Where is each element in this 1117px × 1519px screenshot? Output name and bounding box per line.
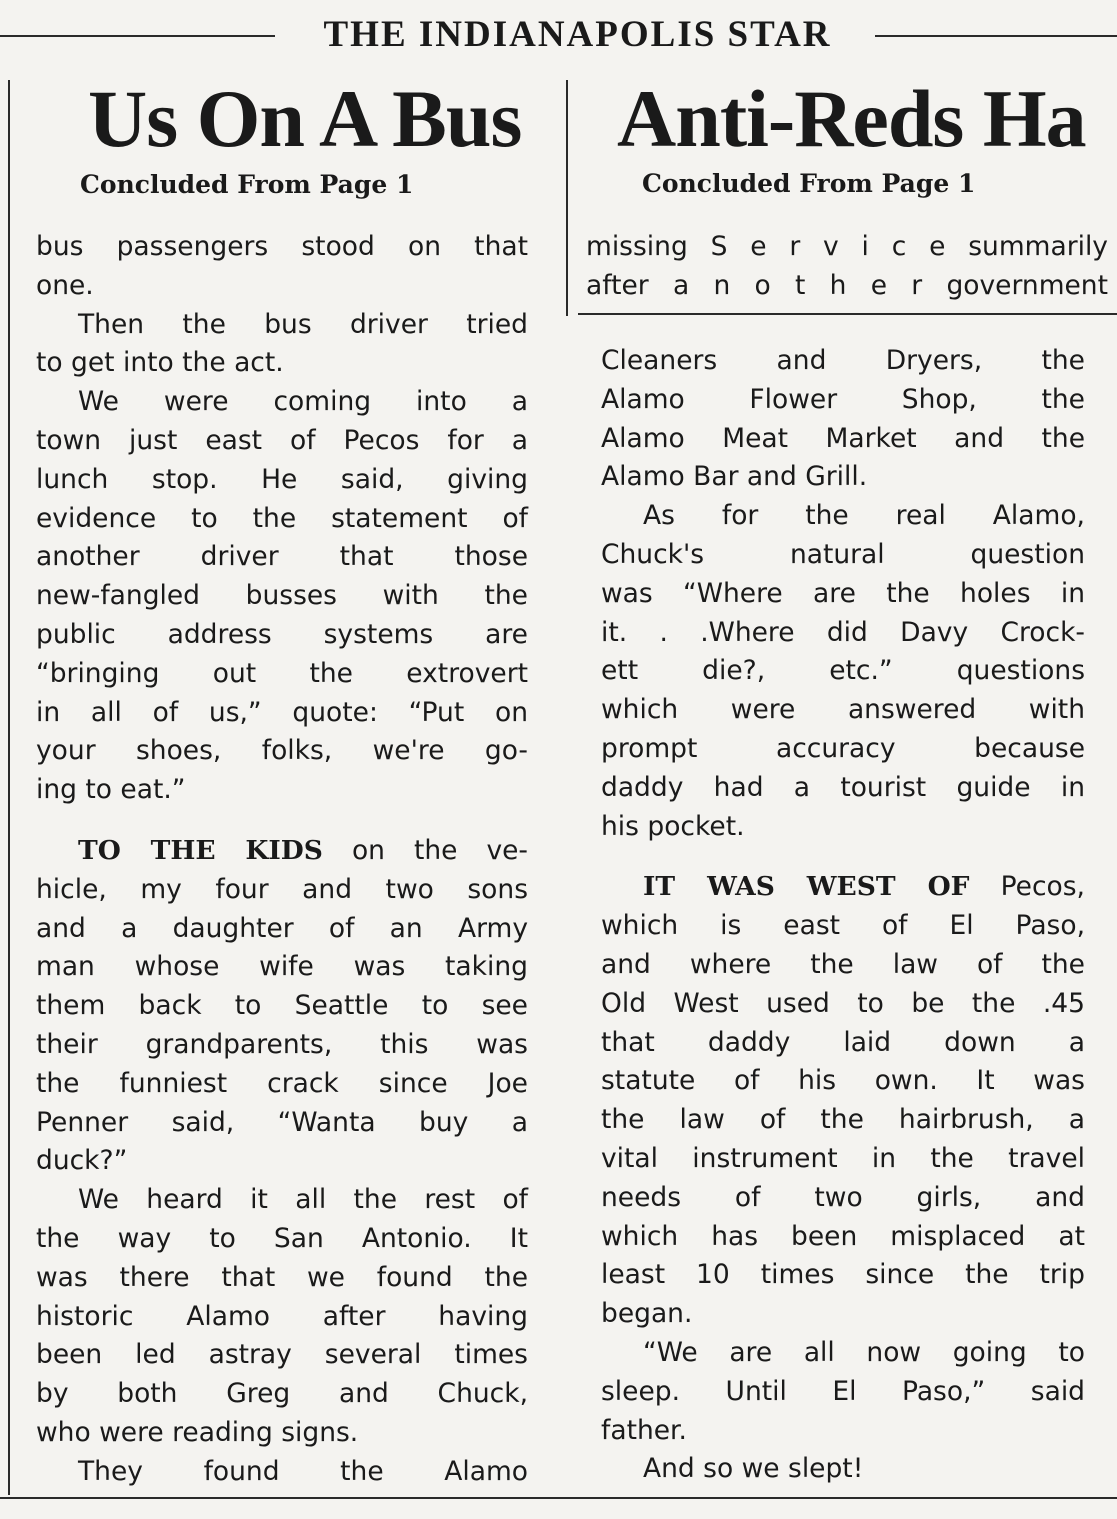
bottom-rule — [0, 1497, 1117, 1499]
column-divider-upper — [566, 80, 568, 316]
text-line — [586, 228, 1108, 267]
newspaper-name: THE INDIANAPOLIS STAR — [323, 14, 832, 55]
line-text: his pocket. — [601, 810, 745, 842]
line-text: father. — [601, 1414, 687, 1446]
line-text: least 10 times since the trip — [601, 1259, 1085, 1291]
line-text: vital instrument in the travel — [601, 1142, 1085, 1174]
text-line — [601, 691, 1085, 730]
line-text: your shoes, folks, we're go- — [36, 735, 528, 767]
text-line — [601, 946, 1085, 985]
line-text: to get into the act. — [36, 347, 284, 379]
text-line — [36, 422, 528, 461]
line-text: been led astray several times — [36, 1339, 528, 1371]
line-text: the law of the hairbrush, a — [601, 1104, 1085, 1136]
line-text: Old West used to be the .45 — [601, 987, 1085, 1019]
text-line — [36, 1375, 528, 1414]
line-text: “bringing out the extrovert — [36, 657, 528, 689]
text-line — [36, 910, 528, 949]
text-line — [601, 536, 1085, 575]
masthead-rule-left — [0, 35, 275, 37]
text-line — [36, 1220, 528, 1259]
text-line — [36, 228, 528, 267]
line-text: ing to eat.” — [36, 774, 186, 806]
line-text: which has been misplaced at — [601, 1220, 1085, 1252]
text-line — [601, 1062, 1085, 1101]
line-text: it. . .Where did Davy Crock- — [601, 616, 1085, 648]
line-text: Penner said, “Wanta buy a — [36, 1106, 528, 1138]
text-line — [601, 1218, 1085, 1257]
line-text: who were reading signs. — [36, 1416, 359, 1448]
paragraph-gap — [36, 810, 528, 832]
line-text: by both Greg and Chuck, — [36, 1378, 528, 1410]
line-text: on the ve- — [351, 834, 528, 866]
text-line — [601, 769, 1085, 808]
line-text: which were answered with — [601, 694, 1085, 726]
line-text: needs of two girls, and — [601, 1181, 1085, 1213]
text-line — [601, 1140, 1085, 1179]
line-text: We were coming into a — [78, 386, 528, 418]
text-line — [601, 575, 1085, 614]
text-line — [601, 1295, 1085, 1334]
line-text: daddy had a tourist guide in — [601, 771, 1085, 803]
line-text: Alamo Flower Shop, the — [601, 383, 1085, 415]
line-text: public address systems are — [36, 618, 528, 650]
text-line — [601, 1334, 1085, 1373]
line-text: missing S e r v i c e summarily — [586, 231, 1108, 262]
text-line — [36, 1026, 528, 1065]
line-text: Alamo Bar and Grill. — [601, 461, 868, 493]
line-text: man whose wife was taking — [36, 951, 528, 983]
line-text: another driver that those — [36, 541, 528, 573]
line-text: Alamo Meat Market and the — [601, 422, 1085, 454]
line-text: that daddy laid down a — [601, 1026, 1085, 1058]
text-line — [36, 500, 528, 539]
text-line — [36, 832, 528, 871]
line-text: Then the bus driver tried — [78, 308, 528, 340]
line-text: duck?” — [36, 1145, 128, 1177]
line-text: was “Where are the holes in — [601, 577, 1085, 609]
line-text: lunch stop. He said, giving — [36, 463, 528, 495]
text-line — [36, 871, 528, 910]
text-line — [601, 1024, 1085, 1063]
text-line — [601, 420, 1085, 459]
text-line — [36, 1142, 528, 1181]
line-text: them back to Seattle to see — [36, 990, 528, 1022]
text-line — [601, 1101, 1085, 1140]
line-text: their grandparents, this was — [36, 1028, 528, 1060]
left-concluded-line: Concluded From Page 1 — [80, 170, 414, 199]
line-text: was there that we found the — [36, 1261, 528, 1293]
text-line — [601, 652, 1085, 691]
text-line — [36, 732, 528, 771]
text-line — [36, 267, 528, 306]
line-text: one. — [36, 269, 94, 301]
line-text: which is east of El Paso, — [601, 910, 1085, 942]
text-line — [36, 538, 528, 577]
text-line — [36, 1414, 528, 1453]
line-text: “We are all now going to — [643, 1336, 1085, 1368]
jump-separator-rule — [578, 313, 1117, 315]
line-text: They found the Alamo — [78, 1455, 528, 1487]
line-text: bus passengers stood on that — [36, 231, 528, 262]
paragraph-gap — [601, 846, 1085, 868]
text-line — [601, 342, 1085, 381]
text-line — [36, 1181, 528, 1220]
text-line — [601, 1256, 1085, 1295]
text-line — [36, 771, 528, 810]
line-text: new-fangled busses with the — [36, 580, 528, 612]
text-line — [601, 730, 1085, 769]
text-line — [36, 1298, 528, 1337]
line-text: in all of us,” quote: “Put on — [36, 696, 528, 728]
text-line — [601, 1450, 1085, 1489]
line-text: ett die?, etc.” questions — [601, 655, 1085, 687]
right-concluded-line: Concluded From Page 1 — [642, 169, 976, 198]
right-story-jump-text — [586, 228, 1108, 306]
text-line — [601, 808, 1085, 847]
text-line — [601, 1373, 1085, 1412]
text-line — [36, 1065, 528, 1104]
line-text: Pecos, — [1000, 871, 1085, 903]
text-line — [36, 1259, 528, 1298]
text-line — [601, 907, 1085, 946]
line-text: prompt accuracy because — [601, 732, 1085, 764]
text-line — [36, 461, 528, 500]
text-line — [36, 344, 528, 383]
run-in-lead: IT WAS WEST OF — [643, 871, 970, 903]
left-headline: Us On A Bus — [88, 73, 522, 164]
line-text: As for the real Alamo, — [643, 500, 1085, 532]
line-text: We heard it all the rest of — [78, 1184, 528, 1216]
line-text: sleep. Until El Paso,” said — [601, 1375, 1085, 1407]
text-line — [601, 497, 1085, 536]
run-in-lead: TO THE KIDS — [78, 834, 323, 866]
right-story-body — [601, 342, 1085, 1489]
text-line — [601, 985, 1085, 1024]
text-line — [36, 577, 528, 616]
line-text: and a daughter of an Army — [36, 912, 528, 944]
text-line — [36, 306, 528, 345]
line-text: and where the law of the — [601, 948, 1085, 980]
line-text: after a n o t h e r government — [586, 269, 1108, 301]
left-border-rule — [8, 80, 10, 1495]
text-line — [36, 383, 528, 422]
line-text: Chuck's natural question — [601, 538, 1085, 570]
line-text: evidence to the statement of — [36, 502, 528, 534]
masthead-rule-right — [875, 35, 1117, 37]
text-line — [601, 458, 1085, 497]
text-line — [36, 1104, 528, 1143]
line-text: And so we slept! — [643, 1453, 864, 1485]
left-story-body — [36, 228, 528, 1492]
masthead — [0, 14, 1117, 56]
text-line — [36, 655, 528, 694]
right-headline: Anti-Reds Ha — [617, 73, 1086, 164]
text-line — [601, 614, 1085, 653]
text-line — [36, 987, 528, 1026]
text-line — [601, 868, 1085, 907]
line-text: statute of his own. It was — [601, 1065, 1085, 1097]
line-text: hicle, my four and two sons — [36, 873, 528, 905]
line-text: Cleaners and Dryers, the — [601, 345, 1085, 376]
line-text: began. — [601, 1298, 693, 1330]
text-line — [36, 1453, 528, 1492]
text-line — [36, 948, 528, 987]
line-text: historic Alamo after having — [36, 1300, 528, 1332]
text-line — [586, 267, 1108, 306]
text-line — [601, 1179, 1085, 1218]
text-line — [601, 1412, 1085, 1451]
text-line — [36, 694, 528, 733]
line-text: the way to San Antonio. It — [36, 1222, 528, 1254]
text-line — [36, 616, 528, 655]
text-line — [36, 1336, 528, 1375]
line-text: town just east of Pecos for a — [36, 424, 528, 456]
text-line — [601, 381, 1085, 420]
line-text: the funniest crack since Joe — [36, 1067, 528, 1099]
